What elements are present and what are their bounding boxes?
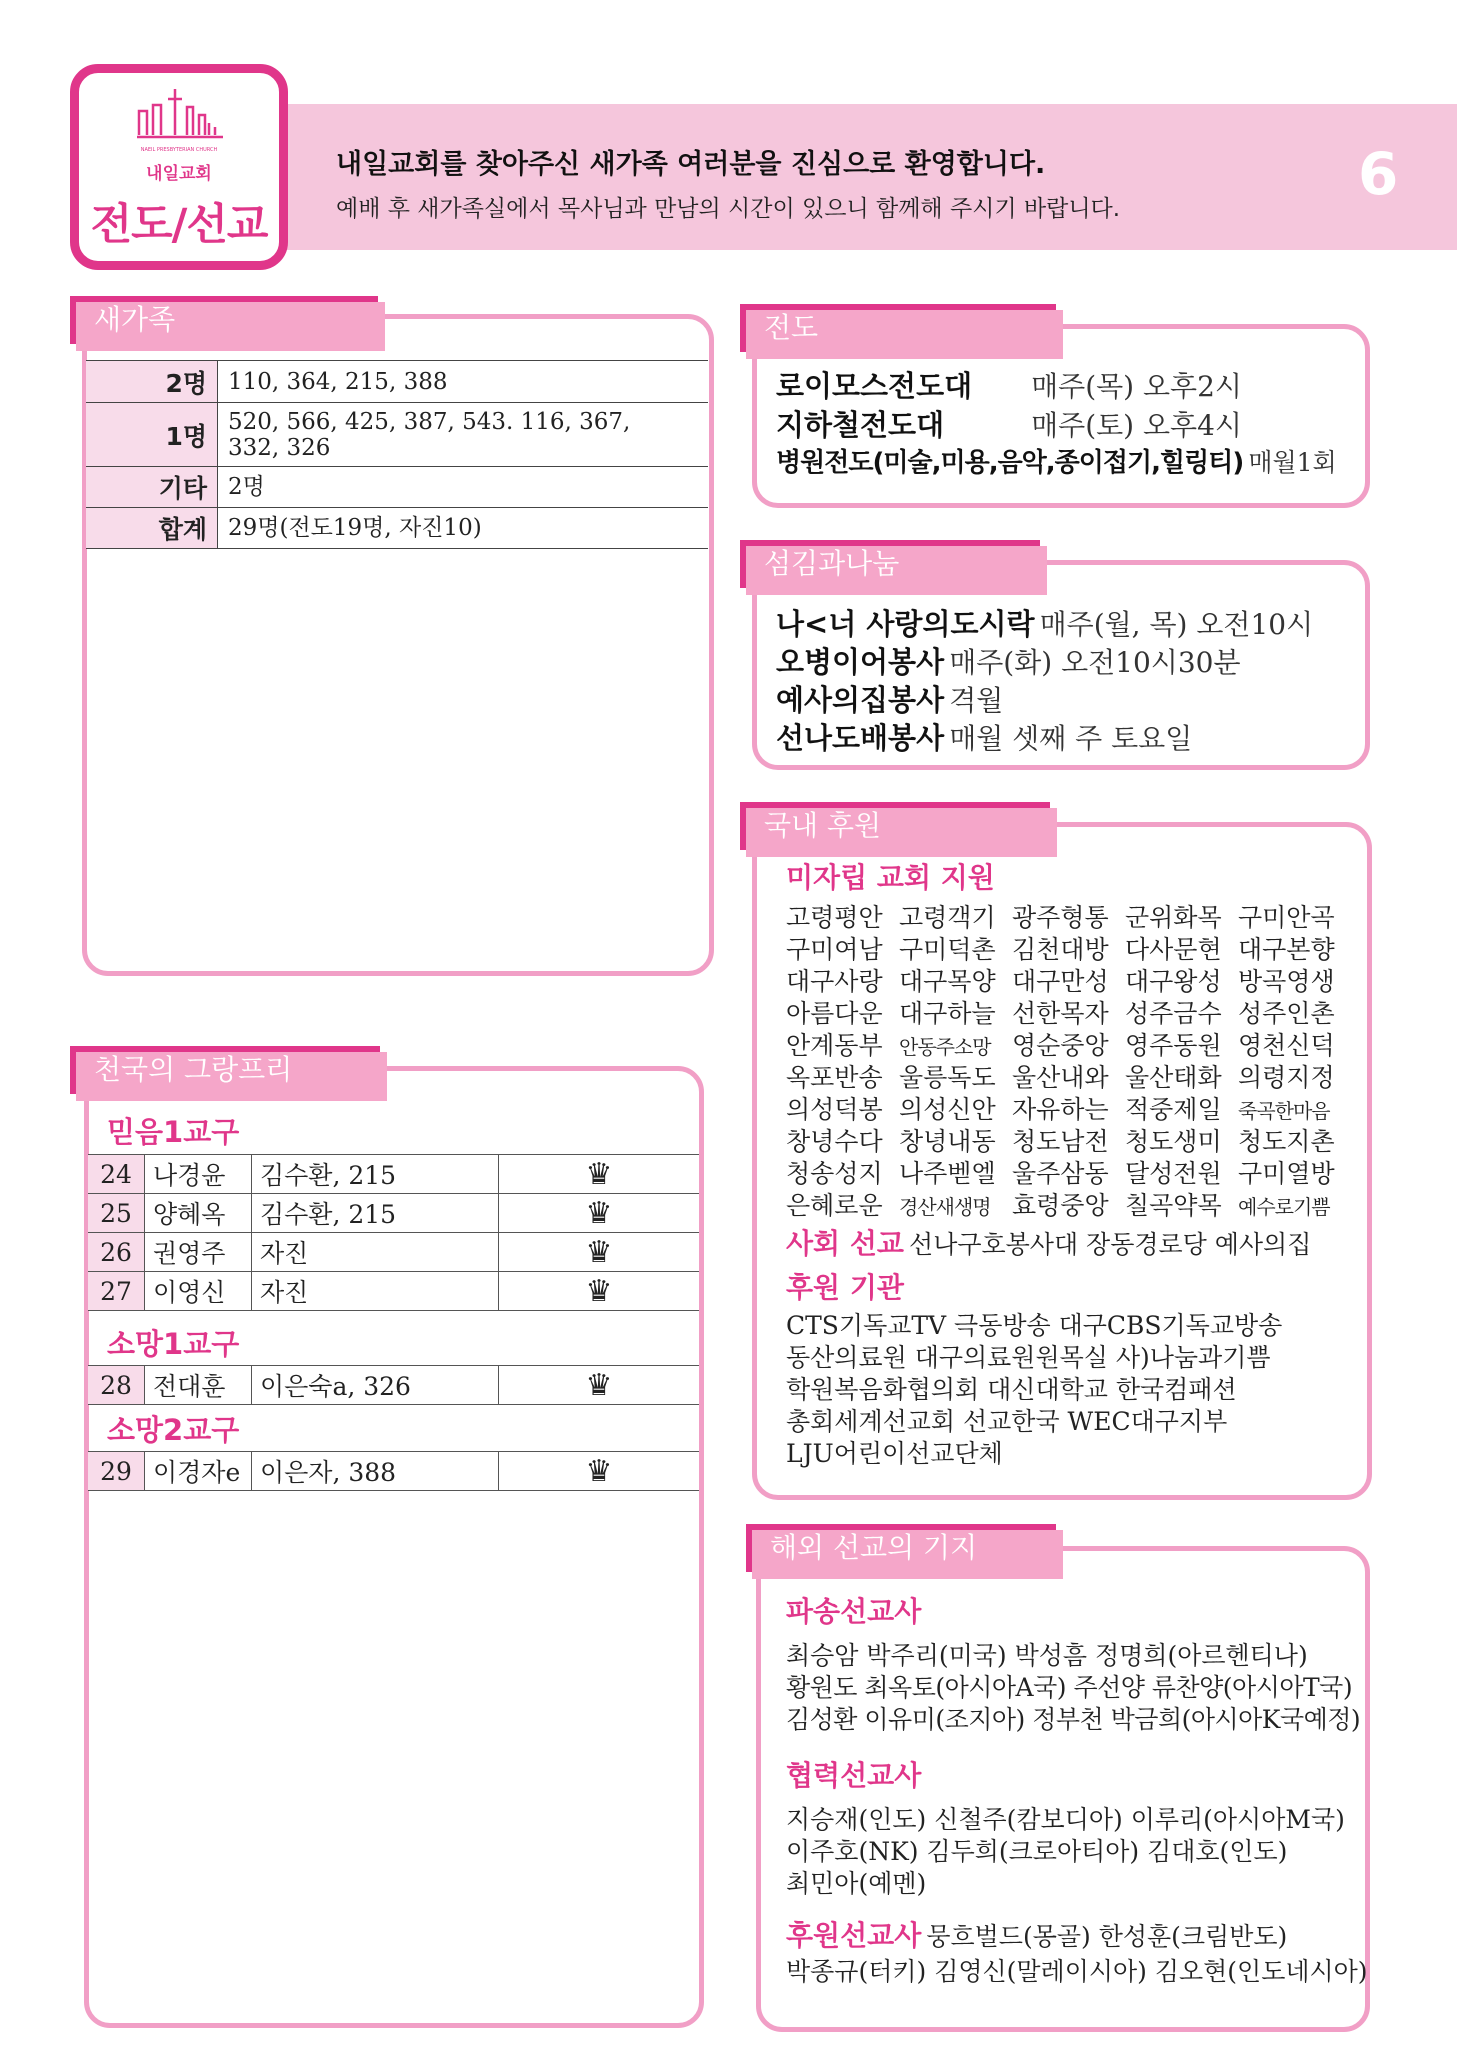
church-grid-row — [786, 962, 1351, 998]
page-number: 6 — [1358, 140, 1399, 208]
table-row — [86, 467, 708, 508]
church-name: 예수로기쁨 — [1238, 1195, 1330, 1219]
church-name: 적중제일 — [1125, 1095, 1222, 1124]
guide-name: 자진 — [252, 1272, 499, 1311]
table-row — [88, 1194, 699, 1233]
section-title: 미자립 교회 지원 — [786, 861, 995, 894]
item-name: 선나도배봉사 — [776, 721, 945, 755]
church-grid-row — [786, 930, 1351, 966]
support-line: 총회세계선교회 선교한국 WEC대구지부 — [786, 1407, 1228, 1436]
church-name: 성주인촌 — [1238, 999, 1335, 1028]
group-title: 소망2교구 — [107, 1413, 240, 1447]
item-schedule: 매월 셋째 주 토요일 — [949, 722, 1193, 755]
evangelism-item — [776, 364, 1242, 405]
row-value: 29명(전도19명, 자진10) — [218, 508, 709, 549]
section-title: 파송선교사 — [786, 1595, 922, 1628]
section-title: 후원선교사 — [786, 1919, 922, 1952]
church-name: 의성신안 — [899, 1095, 996, 1124]
row-label: 1명 — [86, 403, 218, 467]
item-schedule: 매주(화) 오전10시30분 — [949, 646, 1241, 679]
church-name: 군위화목 — [1125, 903, 1222, 932]
grand-prix-table — [88, 1365, 699, 1405]
church-name: 대구사랑 — [786, 967, 883, 996]
church-name: 안계동부 — [786, 1031, 883, 1060]
church-name: 경산새생명 — [899, 1195, 991, 1219]
missionary-line: 뭉흐벌드(몽골) 한성훈(크림반도) — [926, 1922, 1288, 1951]
service-item — [776, 678, 1003, 719]
church-name: 창녕수다 — [786, 1127, 883, 1156]
crown-icon: ♛ — [499, 1452, 700, 1491]
crown-icon: ♛ — [499, 1272, 700, 1311]
church-grid-row — [786, 1058, 1351, 1094]
church-name: 대구본향 — [1238, 935, 1335, 964]
evangelism-item — [776, 403, 1242, 444]
item-schedule: 매월1회 — [1248, 448, 1337, 477]
section-title: 사회 선교 — [786, 1227, 904, 1260]
church-grid-row — [786, 1122, 1351, 1158]
table-row — [88, 1233, 699, 1272]
support-line: 학원복음화협의회 대신대학교 한국컴패션 — [786, 1375, 1237, 1404]
member-name: 이영신 — [145, 1272, 252, 1311]
row-label: 2명 — [86, 361, 218, 403]
item-name: 병원전도(미술,미용,음악,종이접기,힐링티) — [776, 448, 1244, 478]
church-name: 달성전원 — [1125, 1159, 1222, 1188]
item-schedule: 매주(토) 오후4시 — [1031, 409, 1242, 442]
guide-name: 이은자, 388 — [252, 1452, 499, 1491]
row-value: 110, 364, 215, 388 — [218, 361, 709, 403]
church-name: 울주삼동 — [1012, 1159, 1109, 1188]
item-name: 지하철전도대 — [776, 408, 945, 442]
church-name: 구미여남 — [786, 935, 883, 964]
church-name: 구미안곡 — [1238, 903, 1335, 932]
member-name: 양혜옥 — [145, 1194, 252, 1233]
page-title: 전도/선교 — [90, 200, 268, 250]
item-name: 오병이어봉사 — [776, 645, 945, 679]
guide-name: 김수환, 215 — [252, 1194, 499, 1233]
logo-box — [70, 64, 288, 270]
row-value: 2명 — [218, 467, 709, 508]
church-name: 김천대방 — [1012, 935, 1109, 964]
church-name: 죽곡한마음 — [1238, 1099, 1330, 1123]
domestic-support-tab: 국내 후원 — [740, 802, 1050, 850]
church-name: 구미열방 — [1238, 1159, 1335, 1188]
evangelism-tab: 전도 — [740, 304, 1056, 352]
church-name: 영순중앙 — [1012, 1031, 1109, 1060]
row-number: 29 — [88, 1452, 145, 1491]
church-name: 창녕내동 — [899, 1127, 996, 1156]
missionary-line: 최승암 박주리(미국) 박성흠 정명희(아르헨티나) — [786, 1641, 1308, 1670]
support-line: CTS기독교TV 극동방송 대구CBS기독교방송 — [786, 1311, 1283, 1340]
group-title: 믿음1교구 — [107, 1115, 240, 1149]
support-line: LJU어린이선교단체 — [786, 1439, 1003, 1468]
church-grid-row — [786, 1154, 1351, 1190]
church-name: 안동주소망 — [899, 1035, 991, 1059]
service-item — [776, 640, 1241, 681]
church-name: 방곡영생 — [1238, 967, 1335, 996]
church-name: 울산태화 — [1125, 1063, 1222, 1092]
logo-subtext: NAEIL PRESBYTERIAN CHURCH — [140, 147, 218, 153]
crown-icon: ♛ — [499, 1366, 700, 1405]
overseas-mission-tab: 해외 선교의 기지 — [746, 1524, 1056, 1572]
church-name: 의령지정 — [1238, 1063, 1335, 1092]
group-title: 소망1교구 — [107, 1327, 240, 1361]
guide-name: 자진 — [252, 1233, 499, 1272]
church-name: 은혜로운 — [786, 1191, 883, 1220]
table-row — [88, 1366, 699, 1405]
church-name: 고령객기 — [899, 903, 996, 932]
service-item — [776, 602, 1313, 643]
support-missionary-line — [786, 1914, 1287, 1954]
church-name: 자유하는 — [1012, 1095, 1109, 1124]
item-name: 예사의집봉사 — [776, 683, 945, 717]
church-name: 청송성지 — [786, 1159, 883, 1188]
church-grid-row — [786, 1026, 1351, 1062]
church-name: 다사문현 — [1125, 935, 1222, 964]
church-name: 울릉독도 — [899, 1063, 996, 1092]
grand-prix-tab: 천국의 그랑프리 — [70, 1046, 380, 1094]
church-name: 내일교회 — [146, 164, 212, 184]
church-name: 나주벧엘 — [899, 1159, 996, 1188]
support-line: 동산의료원 대구의료원원목실 사)나눔과기쁨 — [786, 1343, 1271, 1372]
service-item — [776, 716, 1192, 757]
section-title: 협력선교사 — [786, 1759, 922, 1792]
church-name: 울산내와 — [1012, 1063, 1109, 1092]
missionary-line: 김성환 이유미(조지아) 정부천 박금희(아시아K국예정) — [786, 1705, 1361, 1734]
church-name: 옥포반송 — [786, 1063, 883, 1092]
evangelism-item — [776, 442, 1337, 479]
row-number: 25 — [88, 1194, 145, 1233]
church-grid-row — [786, 898, 1351, 934]
crown-icon: ♛ — [499, 1155, 700, 1194]
guide-name: 이은숙a, 326 — [252, 1366, 499, 1405]
missionary-line: 황원도 최옥토(아시아A국) 주선양 류찬양(아시아T국) — [786, 1673, 1353, 1702]
church-name: 대구하늘 — [899, 999, 996, 1028]
item-schedule: 매주(월, 목) 오전10시 — [1039, 608, 1314, 641]
item-name: 로이모스전도대 — [776, 369, 973, 403]
crown-icon: ♛ — [499, 1194, 700, 1233]
grand-prix-table — [88, 1451, 699, 1491]
table-row — [86, 403, 708, 467]
member-name: 전대훈 — [145, 1366, 252, 1405]
item-schedule: 매주(목) 오후2시 — [1031, 370, 1242, 403]
crown-icon: ♛ — [499, 1233, 700, 1272]
social-mission-line — [786, 1222, 1311, 1262]
church-grid-row — [786, 1186, 1351, 1222]
social-items: 선나구호봉사대 장동경로당 예사의집 — [909, 1230, 1312, 1259]
church-name: 영천신덕 — [1238, 1031, 1335, 1060]
church-name: 칠곡약목 — [1125, 1191, 1222, 1220]
new-family-table — [86, 360, 708, 549]
row-label: 합계 — [86, 508, 218, 549]
church-name: 청도지촌 — [1238, 1127, 1335, 1156]
church-name: 구미덕촌 — [899, 935, 996, 964]
missionary-line: 지승재(인도) 신철주(캄보디아) 이루리(아시아M국) — [786, 1805, 1345, 1834]
church-name: 의성덕봉 — [786, 1095, 883, 1124]
missionary-line: 박종규(터키) 김영신(말레이시아) 김오현(인도네시아) — [786, 1957, 1368, 1986]
row-number: 27 — [88, 1272, 145, 1311]
table-row — [88, 1272, 699, 1311]
guide-name: 김수환, 215 — [252, 1155, 499, 1194]
church-grid-row — [786, 1090, 1351, 1126]
church-name: 대구목양 — [899, 967, 996, 996]
church-name: 광주형통 — [1012, 903, 1109, 932]
item-schedule: 격월 — [949, 684, 1004, 717]
table-row — [88, 1452, 699, 1491]
row-number: 26 — [88, 1233, 145, 1272]
church-name: 선한목자 — [1012, 999, 1109, 1028]
grand-prix-table — [88, 1154, 699, 1311]
church-name: 효령중앙 — [1012, 1191, 1109, 1220]
church-name: 성주금수 — [1125, 999, 1222, 1028]
church-logo-icon — [135, 85, 225, 141]
welcome-subtext: 예배 후 새가족실에서 목사님과 만남의 시간이 있으니 함께해 주시기 바랍니다. — [336, 196, 1121, 222]
new-family-tab: 새가족 — [70, 296, 378, 344]
church-name: 영주동원 — [1125, 1031, 1222, 1060]
missionary-line: 이주호(NK) 김두희(크로아티아) 김대호(인도) — [786, 1837, 1288, 1866]
table-row — [86, 361, 708, 403]
church-name: 대구만성 — [1012, 967, 1109, 996]
church-name: 청도남전 — [1012, 1127, 1109, 1156]
service-tab: 섬김과나눔 — [740, 540, 1040, 588]
church-name: 대구왕성 — [1125, 967, 1222, 996]
church-grid-row — [786, 994, 1351, 1030]
member-name: 나경윤 — [145, 1155, 252, 1194]
church-name: 청도생미 — [1125, 1127, 1222, 1156]
welcome-message: 내일교회를 찾아주신 새가족 여러분을 진심으로 환영합니다. — [336, 149, 1046, 180]
row-number: 28 — [88, 1366, 145, 1405]
table-row — [88, 1155, 699, 1194]
missionary-line: 최민아(예멘) — [786, 1869, 927, 1898]
row-value: 520, 566, 425, 387, 543. 116, 367, 332, 326 — [218, 403, 709, 467]
row-label: 기타 — [86, 467, 218, 508]
church-name: 아름다운 — [786, 999, 883, 1028]
church-name: 고령평안 — [786, 903, 883, 932]
section-title: 후원 기관 — [786, 1271, 904, 1304]
member-name: 권영주 — [145, 1233, 252, 1272]
item-name: 나<너 사랑의도시락 — [776, 607, 1035, 641]
row-number: 24 — [88, 1155, 145, 1194]
member-name: 이경자e — [145, 1452, 252, 1491]
table-row — [86, 508, 708, 549]
